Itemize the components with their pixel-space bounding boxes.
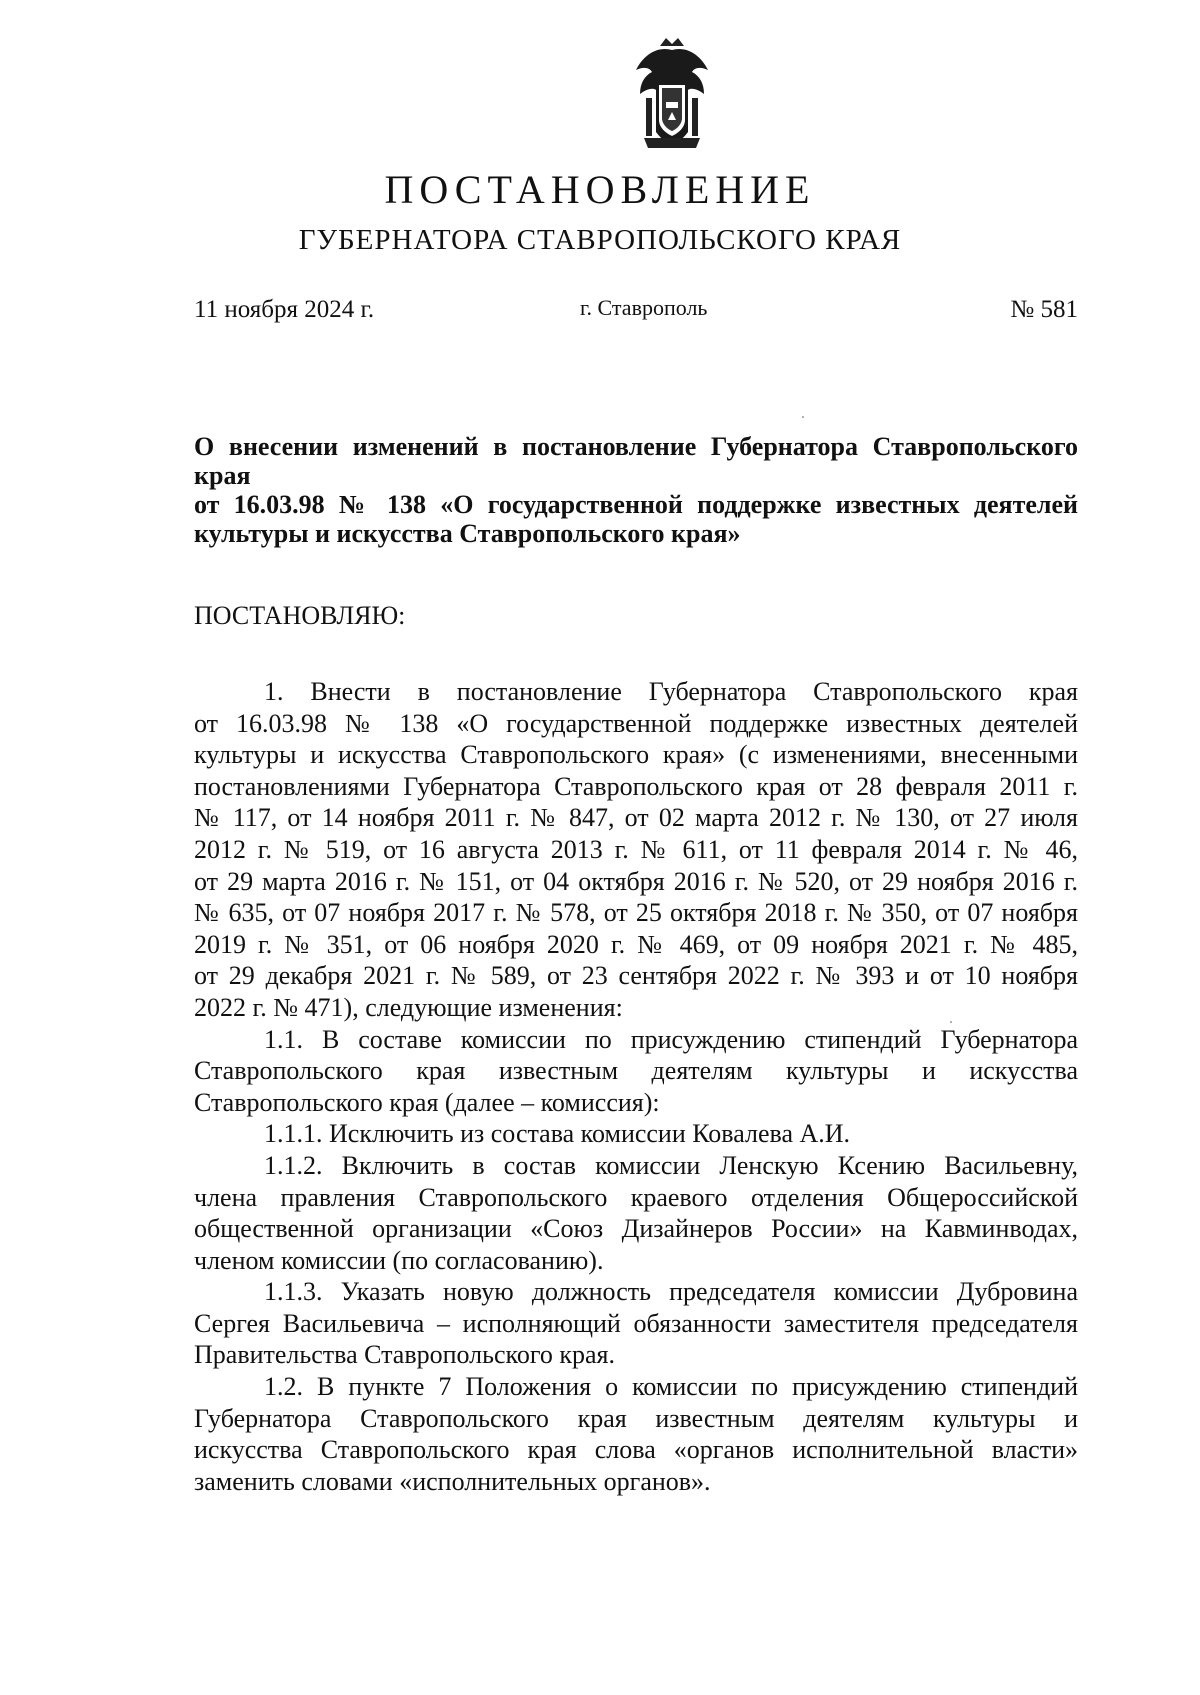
- body-line: Сергея Васильевича – исполняющий обязанности заместителя председателя: [194, 1308, 1078, 1338]
- paragraph-1-2: [194, 1371, 1078, 1497]
- subject-line: от 16.03.98 № 138 «О государственной поддержке известных деятелей: [194, 490, 1078, 519]
- body-line: Ставропольского края (далее – комиссия):: [194, 1087, 660, 1117]
- body-line: 1.1.3. Указать новую должность председателя комиссии Дубровина: [264, 1277, 1078, 1307]
- body-line: культуры и искусства Ставропольского края» (с изменениями, внесенными: [194, 740, 1078, 770]
- paragraph-1-1-3: [194, 1276, 1078, 1371]
- paragraph-1-1-2: [194, 1150, 1078, 1276]
- body-line: члена правления Ставропольского краевого отделения Общероссийской: [194, 1182, 1078, 1212]
- paragraph-1: [194, 676, 1078, 1024]
- document-body: [194, 676, 1078, 1497]
- body-line: 1. Внести в постановление Губернатора Ставропольского края: [264, 677, 1078, 706]
- body-line: 2012 г. № 519, от 16 августа 2013 г. № 611, от 11 февраля 2014 г. № 46,: [194, 834, 1078, 864]
- body-line: 2022 г. № 471), следующие изменения:: [194, 992, 623, 1022]
- paragraph-1-1-1: [194, 1118, 1078, 1150]
- document-city: г. Ставрополь: [580, 295, 708, 320]
- body-line: искусства Ставропольского края слова «органов исполнительной власти»: [194, 1435, 1078, 1465]
- body-line: от 16.03.98 № 138 «О государственной поддержке известных деятелей: [194, 708, 1078, 738]
- document-title: ПОСТАНОВЛЕНИЕ: [384, 167, 816, 212]
- body-line: Правительства Ставропольского края.: [194, 1340, 616, 1370]
- body-line: Ставропольского края известным деятелям культуры и искусства: [194, 1056, 1078, 1086]
- body-line: от 29 марта 2016 г. № 151, от 04 октября 2016 г. № 520, от 29 ноября 2016 г.: [194, 866, 1078, 896]
- scan-speck: [802, 416, 804, 418]
- body-line: общественной организации «Союз Дизайнеров России» на Кавминводах,: [194, 1214, 1078, 1244]
- document-issuer: ГУБЕРНАТОРА СТАВРОПОЛЬСКОГО КРАЯ: [298, 224, 902, 256]
- body-line: № 635, от 07 ноября 2017 г. № 578, от 25 октября 2018 г. № 350, от 07 ноября: [194, 898, 1078, 928]
- body-line: от 29 декабря 2021 г. № 589, от 23 сентября 2022 г. № 393 и от 10 ноября: [194, 961, 1078, 991]
- body-line: 1.1.2. Включить в состав комиссии Ленскую Ксению Васильевну,: [264, 1150, 1078, 1180]
- document-subject: [194, 432, 1078, 548]
- body-line: Губернатора Ставропольского края известным деятелям культуры и: [194, 1403, 1078, 1433]
- body-line: 2019 г. № 351, от 06 ноября 2020 г. № 469, от 09 ноября 2021 г. № 485,: [194, 929, 1078, 959]
- paragraph-1-1: [194, 1024, 1078, 1119]
- body-line: 1.1. В составе комиссии по присуждению стипендий Губернатора: [264, 1024, 1078, 1054]
- body-line: членом комиссии (по согласованию).: [194, 1245, 604, 1275]
- body-line: 1.2. В пункте 7 Положения о комиссии по присуждению стипендий: [264, 1372, 1078, 1402]
- subject-line: О внесении изменений в постановление Губернатора Ставропольского края: [194, 432, 1078, 490]
- coat-of-arms-emblem: [622, 36, 722, 156]
- body-line: постановлениями Губернатора Ставропольского края от 28 февраля 2011 г.: [194, 771, 1078, 801]
- document-number: № 581: [1010, 296, 1078, 323]
- body-line: 1.1.1. Исключить из состава комиссии Ковалева А.И.: [264, 1119, 851, 1149]
- body-line: № 117, от 14 ноября 2011 г. № 847, от 02 марта 2012 г. № 130, от 27 июля: [194, 803, 1078, 833]
- document-date: 11 ноября 2024 г.: [194, 296, 375, 323]
- subject-line: культуры и искусства Ставропольского края»: [194, 519, 741, 548]
- decree-word: ПОСТАНОВЛЯЮ:: [194, 601, 406, 630]
- body-line: заменить словами «исполнительных органов».: [194, 1466, 711, 1496]
